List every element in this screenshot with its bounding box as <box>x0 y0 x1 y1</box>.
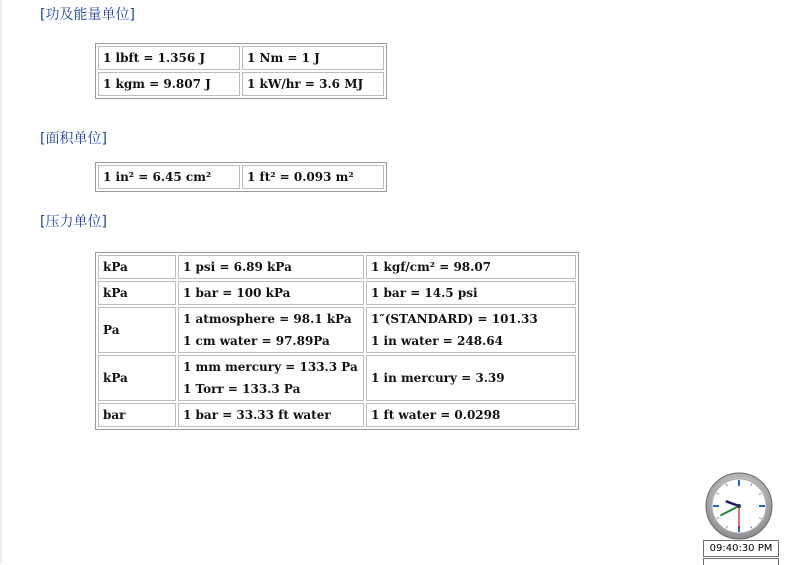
cell-line: 1 psi = 6.89 kPa <box>183 260 292 274</box>
cell-line: 1 Torr = 133.3 Pa <box>183 382 301 396</box>
heading-pressure-units: [压力单位] <box>40 214 107 230</box>
table-row <box>98 307 576 353</box>
table-row <box>98 165 384 189</box>
clock-center-pin <box>737 504 741 508</box>
table-row <box>98 403 576 427</box>
unit-cell: kPa <box>98 281 176 305</box>
table-cell: 1 kW/hr = 3.6 MJ <box>242 72 384 96</box>
energy-units-table <box>95 43 387 99</box>
cell-line: 1 bar = 100 kPa <box>183 286 291 300</box>
area-units-table <box>95 162 387 192</box>
table-cell <box>178 403 364 427</box>
cell-line: 1 bar = 33.33 ft water <box>183 408 331 422</box>
unit-cell: bar <box>98 403 176 427</box>
pressure-units-table <box>95 252 579 430</box>
cell-line: 1 cm water = 97.89Pa <box>183 334 330 348</box>
table-row <box>98 46 384 70</box>
table-row <box>98 355 576 401</box>
unit-cell: Pa <box>98 307 176 353</box>
unit-cell: kPa <box>98 255 176 279</box>
table-cell <box>178 281 364 305</box>
table-cell: 1 lbft = 1.356 J <box>98 46 240 70</box>
table-cell <box>366 281 576 305</box>
table-cell <box>366 403 576 427</box>
table-cell: 1 Nm = 1 J <box>242 46 384 70</box>
cell-line: 1 mm mercury = 133.3 Pa <box>183 360 358 374</box>
table-cell <box>178 307 364 353</box>
table-row <box>98 281 576 305</box>
cell-line: 1 kgf/cm² = 98.07 <box>371 260 492 274</box>
cell-line: 1 ft water = 0.0298 <box>371 408 501 422</box>
table-cell <box>178 355 364 401</box>
heading-area-units: [面积单位] <box>40 131 107 147</box>
table-cell <box>366 355 576 401</box>
table-cell: 1 in² = 6.45 cm² <box>98 165 240 189</box>
cell-line: 1 bar = 14.5 psi <box>371 286 478 300</box>
table-cell <box>178 255 364 279</box>
cell-line: 1 in mercury = 3.39 <box>371 371 505 385</box>
table-cell <box>366 255 576 279</box>
clock-widget[interactable] <box>705 472 773 540</box>
table-cell: 1 kgm = 9.807 J <box>98 72 240 96</box>
table-row <box>98 72 384 96</box>
heading-energy-units: [功及能量单位] <box>40 7 135 23</box>
table-cell: 1 ft² = 0.093 m² <box>242 165 384 189</box>
page-left-edge <box>0 0 2 564</box>
clock-time-readout: 09:40:30 PM <box>703 540 779 557</box>
cell-line: 1 in water = 248.64 <box>371 334 503 348</box>
table-cell <box>366 307 576 353</box>
cell-line: 1 atmosphere = 98.1 kPa <box>183 312 352 326</box>
cell-line: 1″(STANDARD) = 101.33 <box>371 312 538 326</box>
table-row <box>98 255 576 279</box>
unit-cell: kPa <box>98 355 176 401</box>
